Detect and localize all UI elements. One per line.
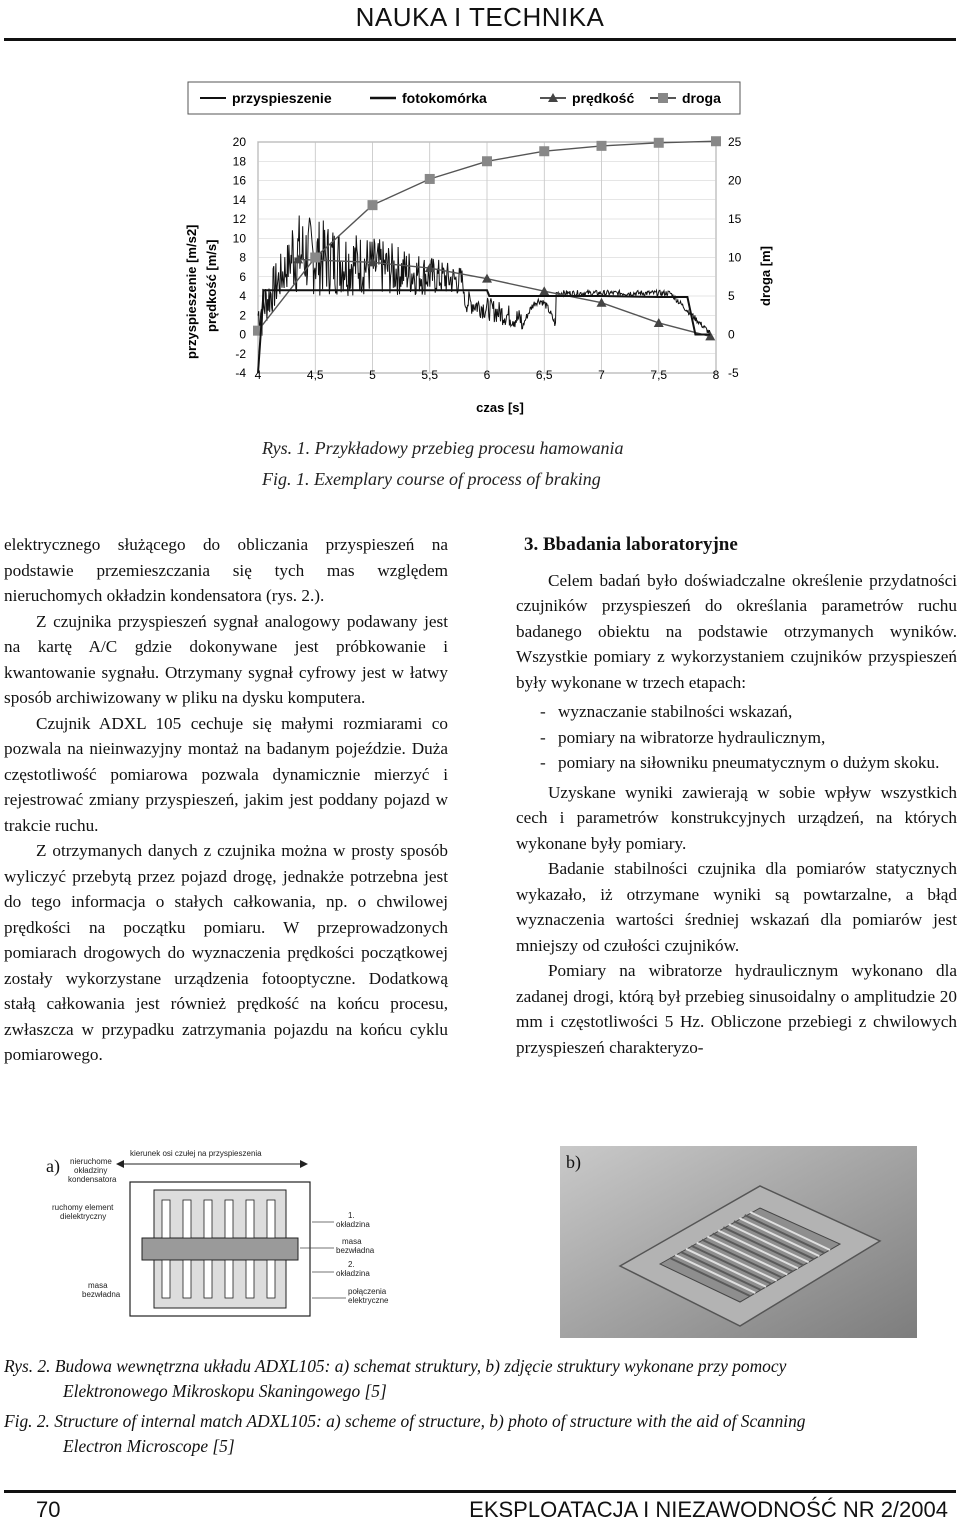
comb-finger	[162, 1260, 170, 1298]
axis-arrow-tail	[116, 1160, 124, 1168]
y-left-tick-label: 12	[232, 212, 246, 226]
legend-entry: prędkość	[572, 90, 635, 106]
right-paragraph-3: Badanie stabilności czujnika dla pomiarów statycznych wykazało, iż otrzymane wyniki są powtarzalne, a błąd wyznaczenia wartości średniej wskazań dla pomiarów jest mniejszy od czułości czujników.	[516, 859, 957, 955]
left-paragraph-2: Z czujnika przyspieszeń sygnał analogowy podawany jest na kartę A/C gdzie dokonywane jest próbkowanie i kwantowanie sygnału. Otrzymany sygnał cyfrowy jest w łatwy sposób archiwizowany w pliku na dysku komputera.	[4, 611, 448, 707]
mass-label-1: masa	[88, 1281, 108, 1290]
legend-entry: fotokomórka	[402, 90, 487, 106]
comb-finger	[267, 1200, 275, 1238]
legend-marker	[658, 93, 668, 103]
footer-rule	[4, 1490, 956, 1493]
legend-entry: przyspieszenie	[232, 90, 332, 106]
y-left-tick-label: 8	[239, 250, 246, 265]
moving-element-label-1: ruchomy element	[52, 1203, 114, 1212]
plate1-label: okładzina	[336, 1220, 370, 1229]
x-tick-label: 8	[712, 368, 720, 382]
ylabel-left-1: przyspieszenie [m/s2]	[184, 224, 199, 359]
comb-finger	[225, 1260, 233, 1298]
fig1-caption-pl: Rys. 1. Przykładowy przebieg procesu hamowania	[262, 438, 624, 458]
fixed-plates-label-1: nieruchome	[70, 1157, 112, 1166]
list-item: - wyznaczanie stabilności wskazań,	[540, 702, 793, 721]
y-left-tick-label: 4	[239, 289, 246, 303]
schematic-svg	[30, 1142, 450, 1342]
xlabel: czas [s]	[476, 400, 524, 415]
comb-finger	[267, 1260, 275, 1298]
comb-finger	[183, 1260, 191, 1298]
droga-marker	[654, 138, 664, 148]
comb-finger	[246, 1200, 254, 1238]
y-right-tick-label: 0	[728, 327, 735, 342]
y-right-tick-label: 20	[728, 173, 742, 188]
moving-element-label-2: dielektryczny	[60, 1212, 107, 1221]
list-item: - pomiary na siłowniku pneumatycznym o dużym skoku.	[540, 753, 940, 772]
x-tick-label: 6	[483, 368, 491, 382]
y-right-tick-label: 5	[728, 289, 735, 303]
y-left-tick-label: -4	[235, 366, 246, 380]
ylabel-right: droga [m]	[758, 246, 773, 306]
comb-finger	[204, 1200, 212, 1238]
fig2-label-b: b)	[566, 1152, 581, 1172]
mass-right-label-1: masa	[342, 1237, 362, 1246]
x-tick-label: 5,5	[421, 368, 439, 382]
x-tick-label: 6,5	[535, 368, 553, 382]
fig1-caption-en: Fig. 1. Exemplary course of process of braking	[262, 469, 601, 489]
header-rule	[4, 38, 956, 41]
plate1-label-num: 1.	[348, 1211, 355, 1220]
fig2-caption-pl: Rys. 2. Budowa wewnętrzna układu ADXL105: a) schemat struktury, b) zdjęcie struktury wykonane przy pomocy Elektronowego Mikroskopu Skaningowego [5]	[4, 1356, 787, 1401]
mass-right-label-2: bezwładna	[336, 1246, 375, 1255]
droga-marker	[539, 146, 549, 156]
x-tick-label: 4,5	[306, 368, 324, 382]
running-header: NAUKA I TECHNIKA	[355, 2, 605, 32]
right-paragraph-4: Pomiary na wibratorze hydraulicznym wykonano dla zadanej drogi, którą był przebieg sinusoidalny o amplitudzie 20 mm i częstotliwości 5 Hz. Obliczone przebiegi z chwilowych przyspieszeń charakteryzo-	[516, 961, 957, 1057]
ylabel-left-2: prędkość [m/s]	[204, 239, 219, 332]
y-left-tick-label: 6	[239, 269, 246, 284]
mass-label-2: bezwładna	[82, 1290, 121, 1299]
droga-marker	[597, 141, 607, 151]
y-right-tick-label: -5	[728, 366, 739, 380]
droga-marker	[482, 156, 492, 166]
x-tick-label: 4	[254, 368, 262, 382]
stages-list	[516, 699, 957, 776]
right-paragraph-2: Uzyskane wyniki zawierają w sobie wpływ wszystkich cech i parametrów konstrukcyjnych urządzeń, na których wykonane były pomiary.	[516, 782, 957, 853]
comb-finger	[204, 1260, 212, 1298]
comb-finger	[162, 1200, 170, 1238]
page-number: 70	[36, 1497, 61, 1522]
y-right-tick-label: 25	[728, 135, 742, 149]
left-paragraph-4: Z otrzymanych danych z czujnika można w prosty sposób wyliczyć przebytą przez pojazd drogę, jednakże potrzebna jest do tego informacja o stałych całkowania, np. o chwilowej prędkości na początku pomiaru. W przeprowadzonych pomiarach drogowych do wyznaczenia prędkości początkowej zostały wykorzystane urządzenia fotooptyczne. Dodatkową stałą całkowania jest również prędkość na końcu procesu, zwłaszcza w przypadku zatrzymania pojazdu na końcu cyklu pomiarowego.	[4, 841, 448, 1064]
fixed-plates-label-2: okładziny	[74, 1166, 108, 1175]
x-tick-label: 5	[369, 368, 376, 382]
comb-finger	[246, 1260, 254, 1298]
y-left-tick-label: 20	[232, 135, 246, 149]
right-paragraph-1: Celem badań było doświadczalne określenie przydatności czujników przyspieszeń do określania parametrów ruchu badanego obiektu na podstawie otrzymanych wyników. Wszystkie pomiary z wykorzystaniem czujników przyspieszeń były wykonane w trzech etapach:	[516, 570, 957, 692]
y-left-tick-label: 16	[232, 173, 246, 188]
y-right-tick-label: 10	[728, 250, 742, 265]
left-paragraph-1: elektrycznego służącego do obliczania przyspieszeń na podstawie przemieszczania się tych mas względem nieruchomych okładzin kondensatora (rys. 2.).	[4, 535, 448, 605]
x-tick-label: 7	[598, 368, 605, 382]
connections-label-1: połączenia	[348, 1287, 387, 1296]
fig2-label-a: a)	[46, 1156, 60, 1176]
right-column	[516, 532, 957, 1060]
connections-label-2: elektryczne	[348, 1296, 389, 1305]
plate2-label-num: 2.	[348, 1260, 355, 1269]
y-right-tick-label: 15	[728, 212, 742, 226]
axis-arrow-head	[300, 1160, 308, 1168]
braking-chart-svg	[180, 76, 780, 426]
plate2-label: okładzina	[336, 1269, 370, 1278]
fixed-plates-label-3: kondensatora	[68, 1175, 117, 1184]
journal-name: EKSPLOATACJA I NIEZAWODNOŚĆ NR 2/2004	[469, 1497, 948, 1522]
y-left-tick-label: 0	[239, 327, 246, 342]
y-left-tick-label: -2	[235, 346, 246, 361]
droga-marker	[711, 136, 721, 146]
y-left-tick-label: 10	[232, 231, 246, 246]
y-left-tick-label: 18	[232, 154, 246, 169]
droga-marker	[368, 200, 378, 210]
y-left-tick-label: 14	[232, 192, 246, 207]
legend-entry: droga	[682, 90, 721, 106]
list-item: - pomiary na wibratorze hydraulicznym,	[540, 727, 826, 747]
left-paragraph-3: Czujnik ADXL 105 cechuje się małymi rozmiarami co pozwala na nieinwazyjny montaż na badanym pojeździe. Duża częstotliwość pomiarowa pozwala dynamicznie mierzyć i rejestrować zmiany przyspieszeń, jakim jest poddany pojazd w trakcie ruchu.	[4, 713, 448, 835]
sem-photo-svg	[560, 1146, 917, 1338]
adxl-schematic	[30, 1142, 450, 1342]
droga-marker	[425, 174, 435, 184]
y-left-tick-label: 2	[239, 308, 246, 323]
comb-structure	[130, 1182, 310, 1316]
x-tick-label: 7,5	[650, 368, 668, 382]
comb-finger	[183, 1200, 191, 1238]
braking-chart	[180, 76, 780, 426]
left-column	[4, 532, 448, 1068]
section-heading: 3. Bbadania laboratoryjne	[524, 534, 738, 555]
droga-marker	[310, 253, 320, 263]
sensitive-axis-label: kierunek osi czułej na przyspieszenia	[130, 1149, 262, 1158]
sem-photo	[560, 1146, 917, 1338]
fig2-caption-en: Fig. 2. Structure of internal match ADXL105: a) scheme of structure, b) photo of structure with the aid of Scanning Electron Microscope [5]	[4, 1411, 806, 1456]
comb-finger	[225, 1200, 233, 1238]
